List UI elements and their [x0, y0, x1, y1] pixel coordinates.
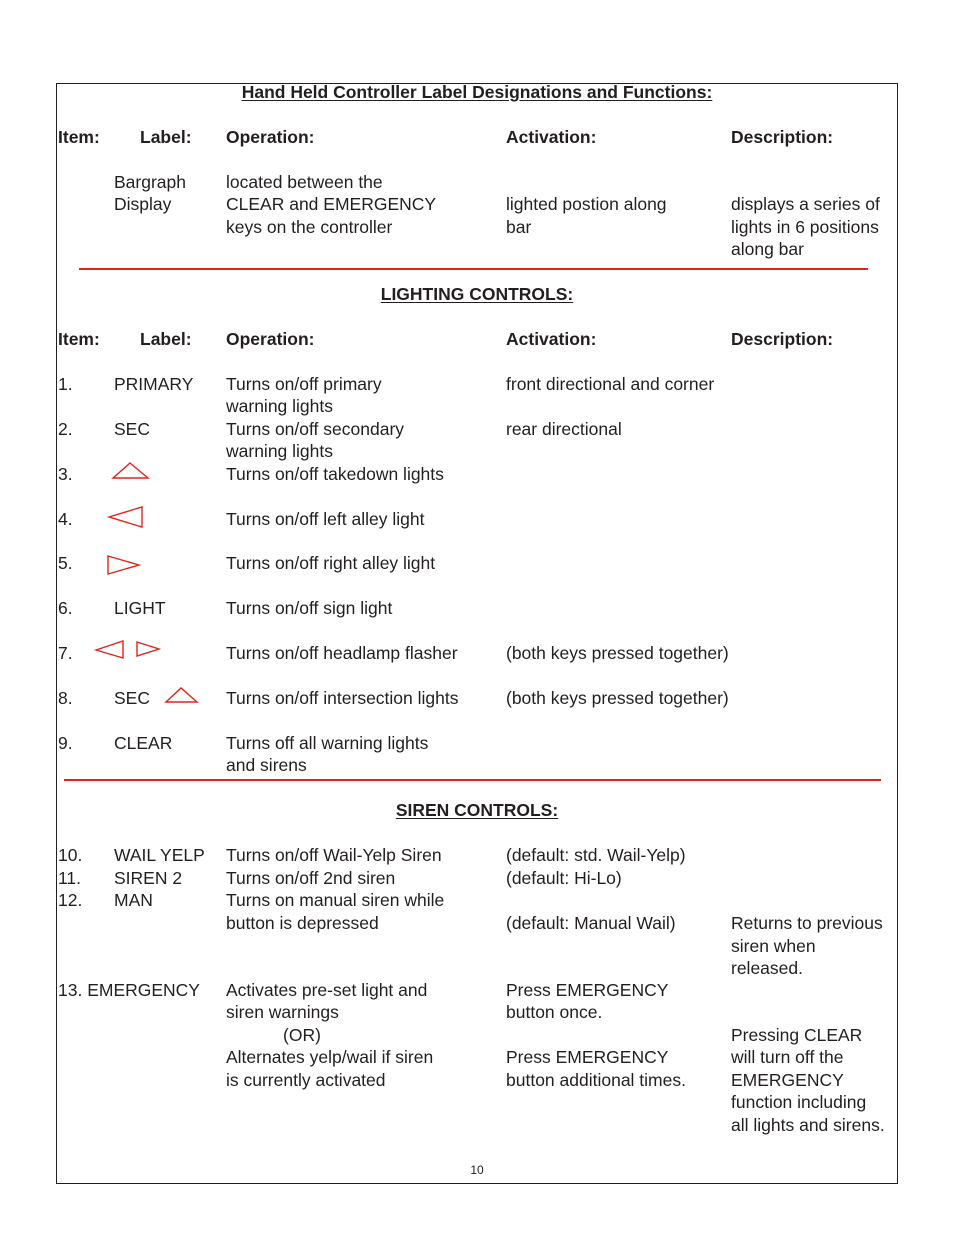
emergency-operation: Alternates yelp/wail if siren	[226, 1047, 434, 1067]
item-operation: Turns on/off headlamp flasher	[226, 643, 458, 663]
item-operation: button is depressed	[226, 913, 379, 933]
item-operation: Turns on/off right alley light	[226, 553, 436, 573]
item-activation: rear directional	[506, 419, 622, 439]
item-operation: warning lights	[226, 441, 333, 461]
up-triangle-icon	[165, 686, 199, 704]
item-description: released.	[731, 958, 803, 978]
col-header-label: Label:	[140, 127, 192, 147]
item-number: 4.	[58, 509, 73, 529]
bargraph-description-line: lights in 6 positions	[731, 217, 879, 237]
item-number: 7.	[58, 643, 73, 663]
left-right-triangles-icon	[95, 640, 163, 660]
col-header-item: Item:	[58, 127, 100, 147]
col-header-label: Label:	[140, 329, 192, 349]
emergency-activation: Press EMERGENCY	[506, 980, 669, 1000]
item-activation: (default: Manual Wail)	[506, 913, 676, 933]
item-operation: Turns on/off secondary	[226, 419, 405, 439]
item-activation: (both keys pressed together)	[506, 643, 729, 663]
item-operation: Turns off all warning lights	[226, 733, 429, 753]
item-operation: Turns on/off takedown lights	[226, 464, 444, 484]
col-header-activation: Activation:	[506, 329, 597, 349]
item-operation: Turns on/off left alley light	[226, 509, 425, 529]
item-operation: Turns on/off intersection lights	[226, 688, 459, 708]
emergency-description: all lights and sirens.	[731, 1115, 885, 1135]
item-operation: Turns on/off sign light	[226, 598, 393, 618]
bargraph-activation-line: lighted postion along	[506, 194, 667, 214]
col-header-description: Description:	[731, 127, 834, 147]
page-title: Hand Held Controller Label Designations and Functions:	[241, 82, 713, 102]
item-operation: and sirens	[226, 755, 307, 775]
col-header-operation: Operation:	[226, 127, 315, 147]
bargraph-activation-line: bar	[506, 217, 532, 237]
col-header-activation: Activation:	[506, 127, 597, 147]
bargraph-description-line: displays a series of	[731, 194, 880, 214]
item-operation: Turns on/off primary	[226, 374, 382, 394]
emergency-operation: is currently activated	[226, 1070, 386, 1090]
col-header-item: Item:	[58, 329, 100, 349]
item-label: MAN	[114, 890, 153, 910]
up-triangle-icon	[112, 461, 150, 480]
item-label: SEC	[114, 688, 150, 708]
emergency-description: will turn off the	[731, 1047, 844, 1067]
item-operation: warning lights	[226, 396, 333, 416]
item-label: SIREN 2	[114, 868, 183, 888]
item-activation: (both keys pressed together)	[506, 688, 729, 708]
bargraph-operation-line: CLEAR and EMERGENCY	[226, 194, 437, 214]
item-description: Returns to previous	[731, 913, 883, 933]
bargraph-label-line: Bargraph	[114, 172, 186, 192]
item-number: 2.	[58, 419, 73, 439]
item-number: 10.	[58, 845, 83, 865]
bargraph-operation-line: keys on the controller	[226, 217, 393, 237]
item-label: CLEAR	[114, 733, 173, 753]
emergency-operation: Activates pre-set light and	[226, 980, 428, 1000]
item-label: LIGHT	[114, 598, 166, 618]
item-operation: Turns on manual siren while	[226, 890, 445, 910]
siren-heading: SIREN CONTROLS:	[395, 800, 559, 820]
item-number: 8.	[58, 688, 73, 708]
col-header-operation: Operation:	[226, 329, 315, 349]
section-divider	[79, 268, 868, 270]
item-number: 6.	[58, 598, 73, 618]
item-label: SEC	[114, 419, 150, 439]
bargraph-description-line: along bar	[731, 239, 804, 259]
item-activation: (default: std. Wail-Yelp)	[506, 845, 686, 865]
item-number: 1.	[58, 374, 73, 394]
right-triangle-icon	[107, 555, 141, 575]
emergency-description: Pressing CLEAR	[731, 1025, 863, 1045]
item-number: 11.	[58, 868, 82, 888]
item-label: PRIMARY	[114, 374, 194, 394]
item-operation: Turns on/off Wail-Yelp Siren	[226, 845, 442, 865]
item-operation: Turns on/off 2nd siren	[226, 868, 396, 888]
emergency-item: 13. EMERGENCY	[58, 980, 200, 1000]
emergency-activation: Press EMERGENCY	[506, 1047, 669, 1067]
emergency-operation: siren warnings	[226, 1002, 339, 1022]
item-number: 9.	[58, 733, 73, 753]
item-label: WAIL YELP	[114, 845, 205, 865]
bargraph-label-line: Display	[114, 194, 172, 214]
item-number: 3.	[58, 464, 73, 484]
emergency-operation-or: (OR)	[283, 1025, 321, 1045]
lighting-heading: LIGHTING CONTROLS:	[380, 284, 574, 304]
col-header-description: Description:	[731, 329, 834, 349]
bargraph-operation-line: located between the	[226, 172, 383, 192]
emergency-activation: button once.	[506, 1002, 603, 1022]
emergency-description: EMERGENCY	[731, 1070, 844, 1090]
item-activation: (default: Hi-Lo)	[506, 868, 622, 888]
item-activation: front directional and corner	[506, 374, 715, 394]
page-number: 10	[470, 1163, 484, 1177]
section-divider	[64, 779, 881, 781]
emergency-description: function including	[731, 1092, 867, 1112]
item-number: 5.	[58, 553, 73, 573]
emergency-activation: button additional times.	[506, 1070, 686, 1090]
item-description: siren when	[731, 936, 816, 956]
left-triangle-icon	[108, 506, 144, 528]
item-number: 12.	[58, 890, 83, 910]
